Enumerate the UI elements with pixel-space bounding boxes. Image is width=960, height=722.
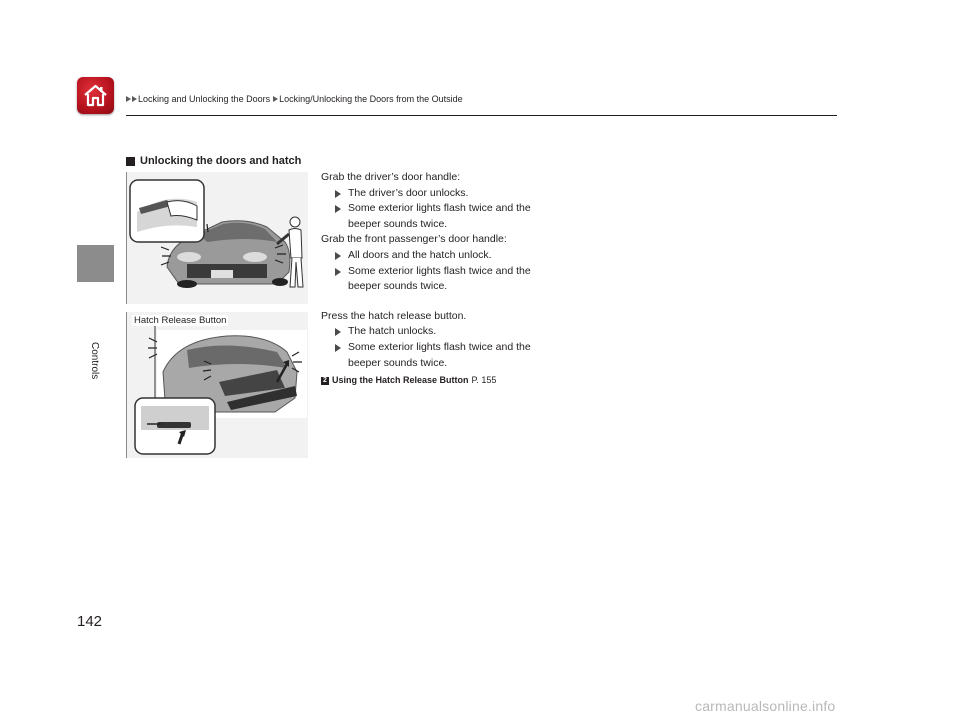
triangle-right-icon xyxy=(273,96,278,102)
figure-hatch-release xyxy=(126,312,308,458)
result-item: The hatch unlocks. xyxy=(321,324,581,340)
home-icon xyxy=(83,83,108,108)
figure-door-handle xyxy=(126,172,308,304)
breadcrumb xyxy=(126,94,463,104)
step-hatch xyxy=(321,309,581,371)
section-heading: Unlocking the doors and hatch xyxy=(126,155,301,167)
hatch-release-button-label: Hatch Release Button xyxy=(134,315,227,326)
home-button[interactable] xyxy=(77,77,114,114)
breadcrumb-item-locking-unlocking[interactable]: Locking and Unlocking the Doors xyxy=(138,94,271,104)
breadcrumb-item-from-outside[interactable]: Locking/Unlocking the Doors from the Outside xyxy=(279,94,463,104)
car-front-illustration xyxy=(127,172,308,304)
reference-page: P. 155 xyxy=(471,375,497,386)
car-rear-illustration xyxy=(127,312,308,458)
result-arrow-icon xyxy=(335,268,341,276)
result-item: Some exterior lights flash twice and the xyxy=(321,340,581,356)
result-arrow-icon xyxy=(335,252,341,260)
step-passenger xyxy=(321,232,581,294)
triangle-right-icon xyxy=(126,96,131,102)
result-arrow-icon xyxy=(335,344,341,352)
page-number: 142 xyxy=(77,613,103,630)
result-arrow-icon xyxy=(335,190,341,198)
result-item-continued: beeper sounds twice. xyxy=(348,280,448,293)
reference-link[interactable]: Using the Hatch Release Button xyxy=(332,375,469,386)
result-item-continued: beeper sounds twice. xyxy=(348,217,448,230)
instructions xyxy=(321,170,581,389)
result-item: Some exterior lights flash twice and the xyxy=(321,264,581,280)
result-item: All doors and the hatch unlock. xyxy=(321,248,581,264)
reference-arrow-icon: 2 xyxy=(321,377,329,385)
step-text: Grab the driver’s door handle: xyxy=(321,171,461,183)
result-arrow-icon xyxy=(335,328,341,336)
triangle-right-icon xyxy=(132,96,137,102)
section-tab[interactable] xyxy=(77,245,114,282)
result-item: The driver’s door unlocks. xyxy=(321,186,581,202)
cross-reference xyxy=(321,373,581,389)
result-arrow-icon xyxy=(335,205,341,213)
watermark: carmanualsonline.info xyxy=(695,698,836,714)
result-item-continued: beeper sounds twice. xyxy=(348,356,448,369)
header-rule xyxy=(126,115,837,116)
heading-square-icon xyxy=(126,157,135,166)
step-text: Press the hatch release button. xyxy=(321,309,467,322)
result-item: Some exterior lights flash twice and the xyxy=(321,201,581,217)
section-label: Controls xyxy=(89,342,100,380)
step-driver xyxy=(321,170,581,232)
step-text: Grab the front passenger’s door handle: xyxy=(321,233,507,246)
